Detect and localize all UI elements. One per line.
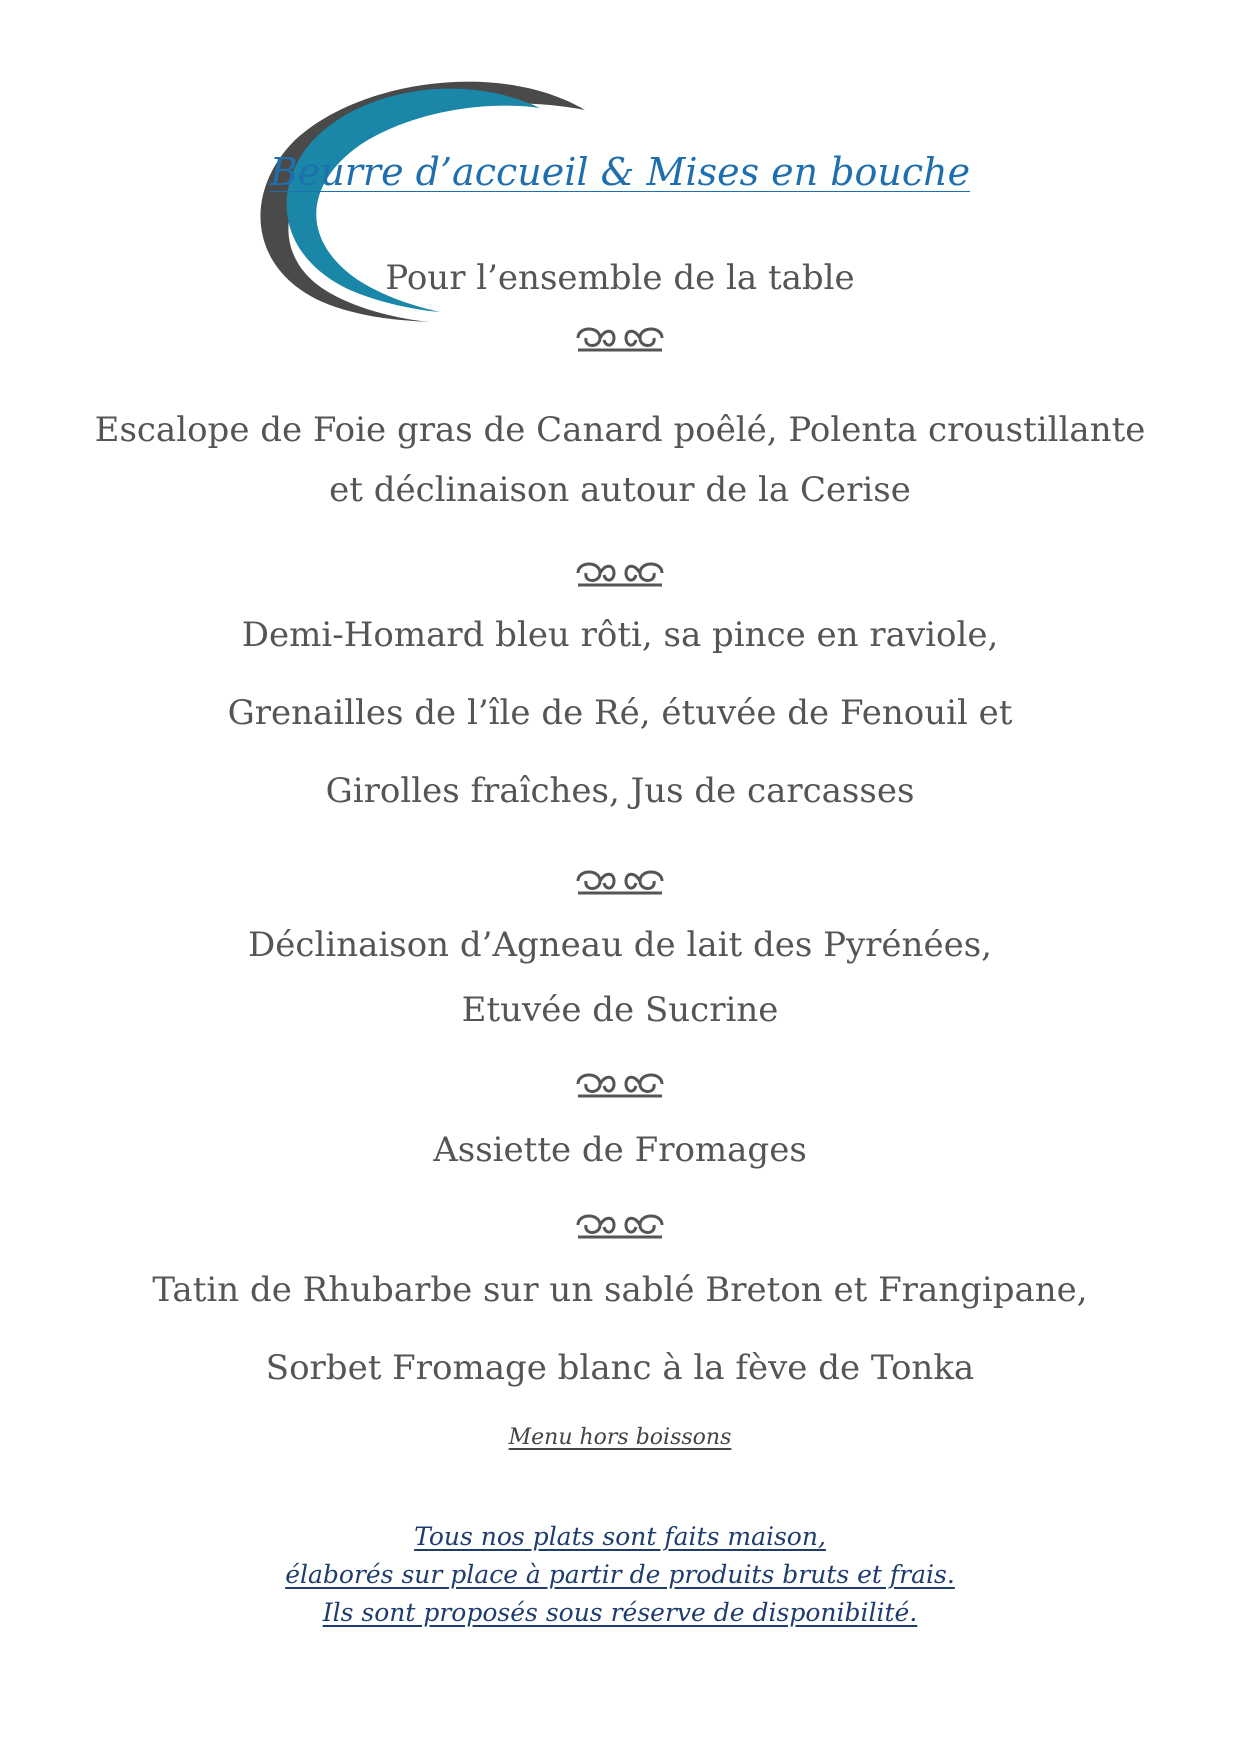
course-3-line-1: Déclinaison d’Agneau de lait des Pyrénées, xyxy=(248,925,992,965)
course-2-line-1: Demi-Homard bleu rôti, sa pince en raviole, xyxy=(241,615,999,655)
course-2-line-2: Grenailles de l’île de Ré, étuvée de Fenouil et xyxy=(227,693,1013,733)
ornament-icon xyxy=(570,1066,670,1100)
ornament-divider xyxy=(0,863,1240,903)
ornament-icon xyxy=(570,555,670,589)
footer-line-1: Tous nos plats sont faits maison, xyxy=(414,1522,826,1551)
footer-line-2: élaborés sur place à partir de produits bruts et frais. xyxy=(285,1560,955,1589)
ornament-divider xyxy=(0,1207,1240,1247)
course-5-line-1: Tatin de Rhubarbe sur un sablé Breton et Frangipane, xyxy=(152,1270,1088,1310)
course-1-line-1: Escalope de Foie gras de Canard poêlé, Polenta croustillante xyxy=(94,410,1146,450)
course-3-line-2: Etuvée de Sucrine xyxy=(461,990,779,1030)
course-4-line-1: Assiette de Fromages xyxy=(433,1130,807,1170)
ornament-divider xyxy=(0,1066,1240,1106)
ornament-icon xyxy=(570,863,670,897)
course-1-line-2: et déclinaison autour de la Cerise xyxy=(329,470,911,510)
ornament-divider xyxy=(0,320,1240,360)
ornament-icon xyxy=(570,320,670,354)
course-5-line-2: Sorbet Fromage blanc à la fève de Tonka xyxy=(265,1348,975,1388)
subtitle: Pour l’ensemble de la table xyxy=(385,258,855,298)
ornament-icon xyxy=(570,1207,670,1241)
drinks-note: Menu hors boissons xyxy=(508,1425,732,1450)
ornament-divider xyxy=(0,555,1240,595)
page-title: Beurre d’accueil & Mises en bouche xyxy=(269,150,971,194)
course-2-line-3: Girolles fraîches, Jus de carcasses xyxy=(325,771,915,811)
footer-line-3: Ils sont proposés sous réserve de disponibilité. xyxy=(322,1598,918,1627)
